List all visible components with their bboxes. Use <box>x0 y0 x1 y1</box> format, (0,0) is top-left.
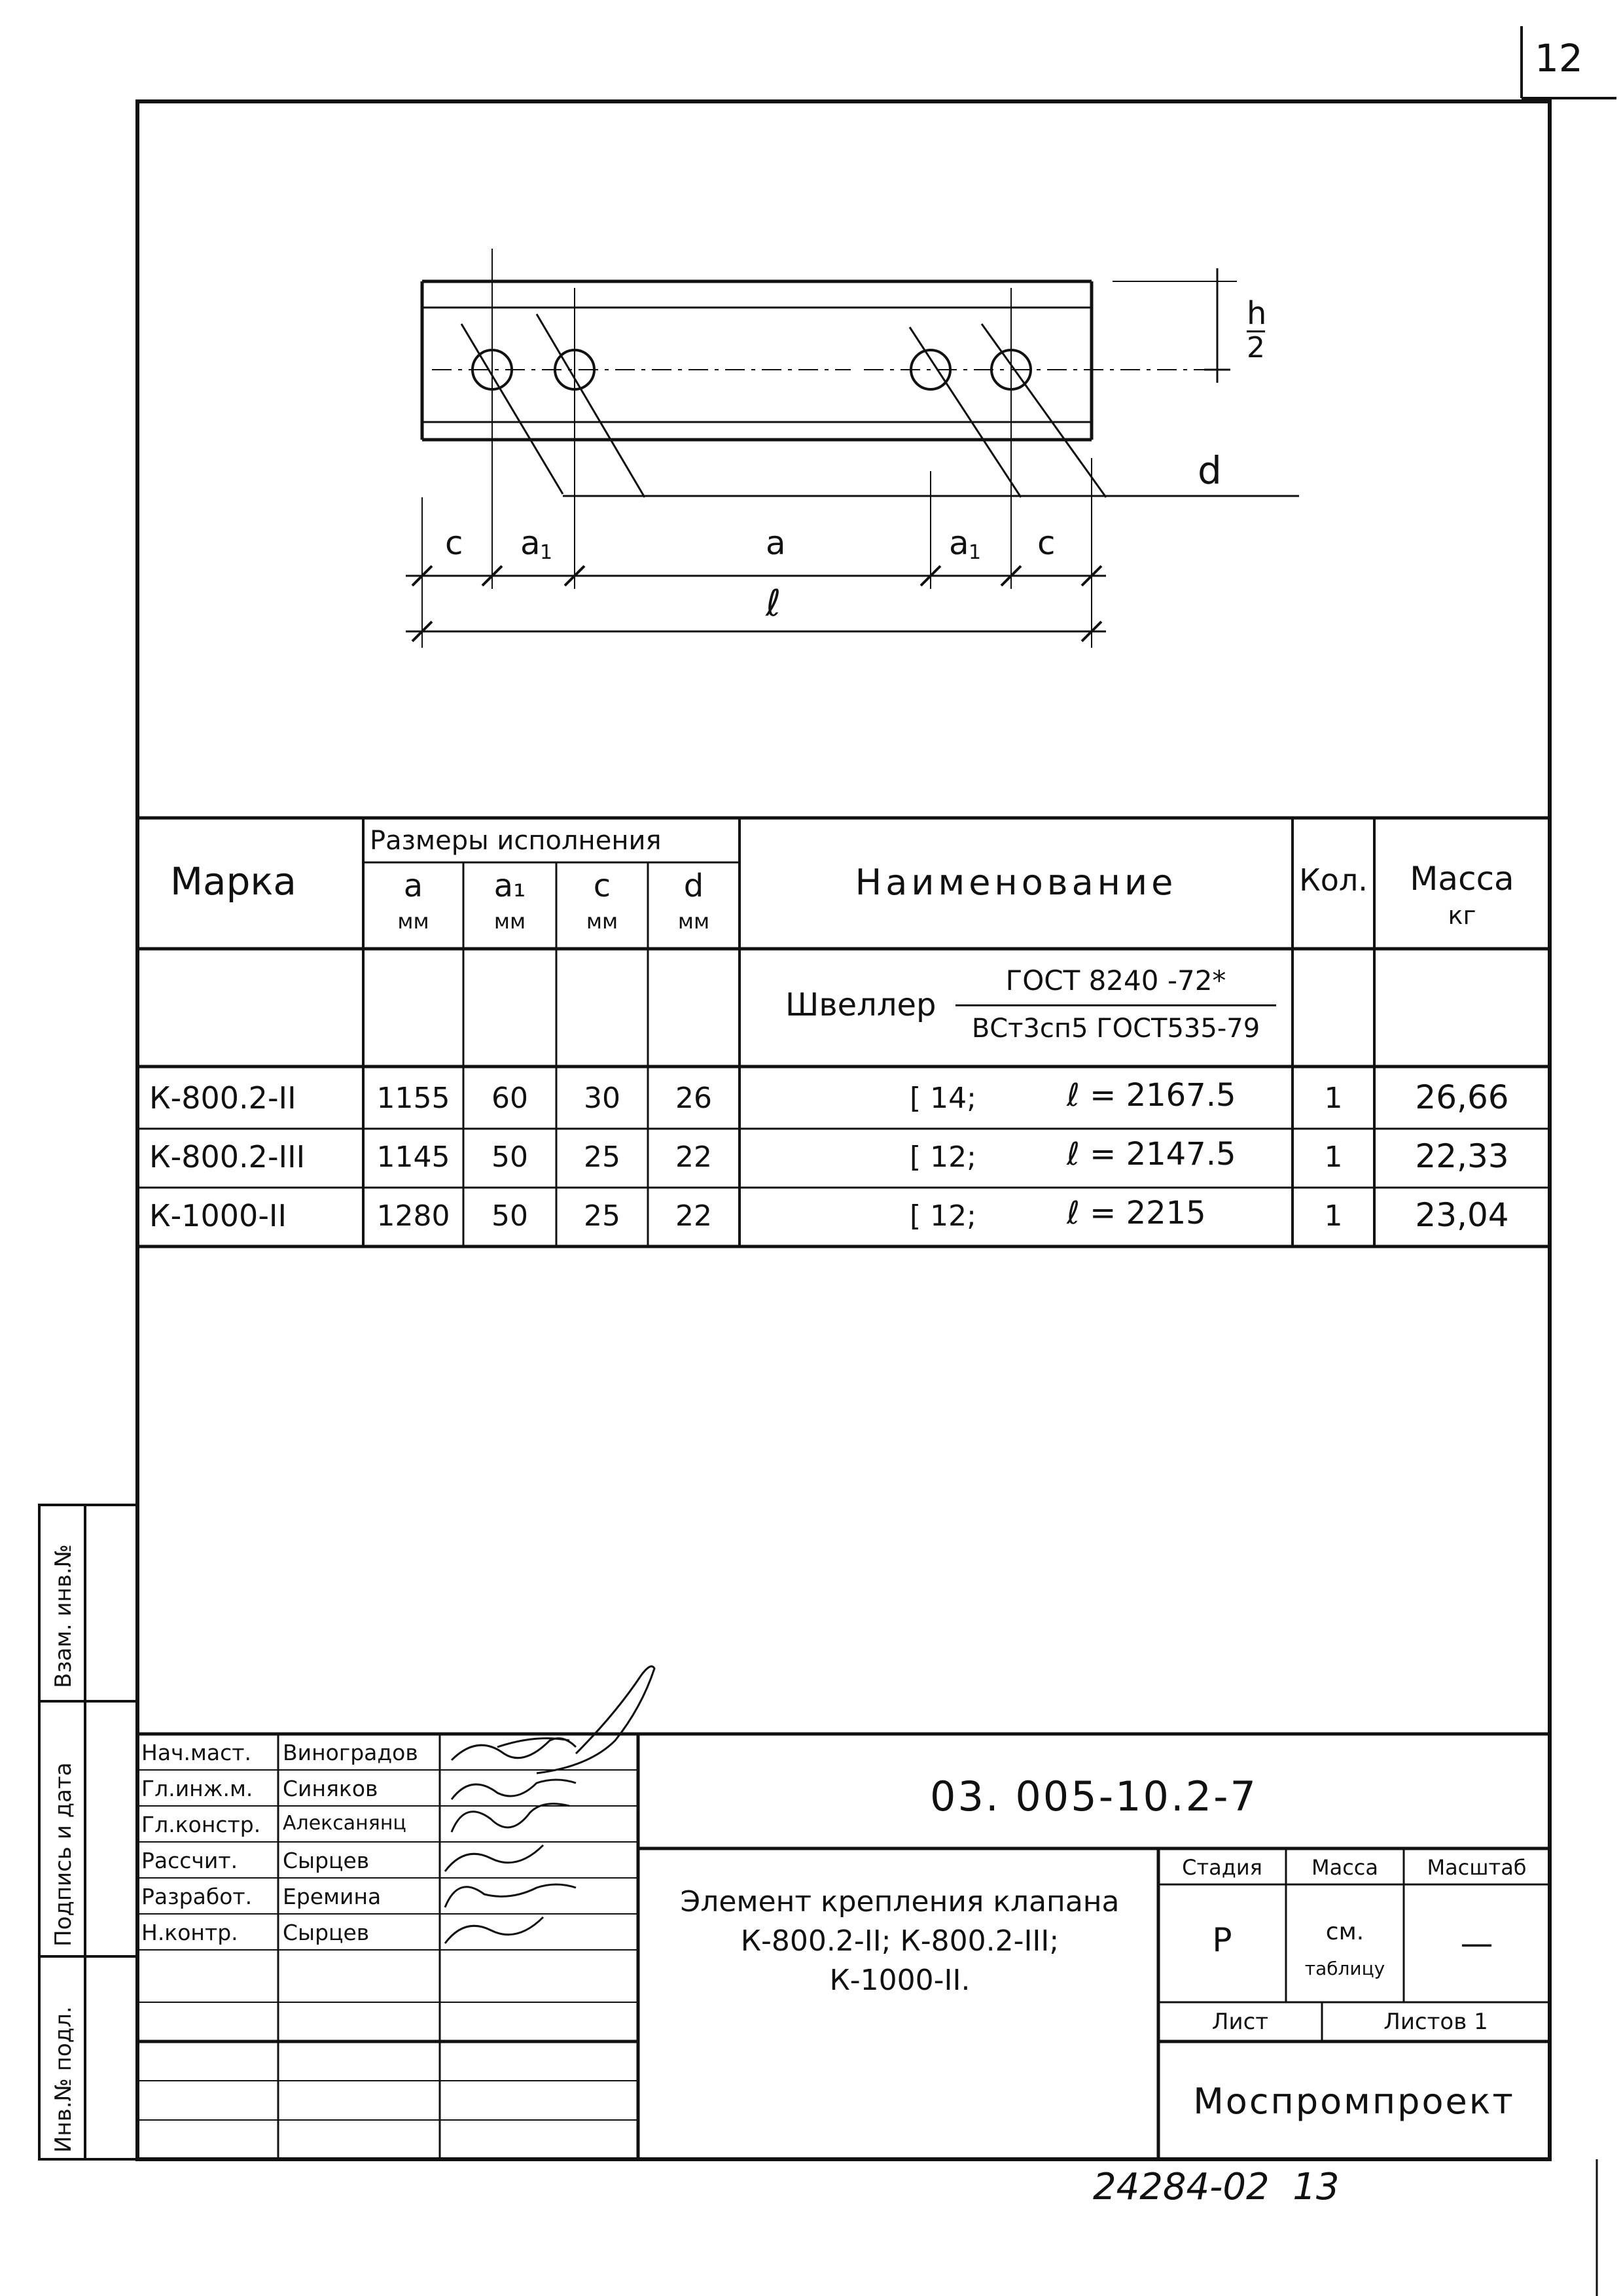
sheet-number: 12 <box>1535 36 1583 80</box>
table-row-1-profile: [ 14; <box>910 1082 976 1115</box>
table-row-3-a: 1280 <box>376 1199 450 1233</box>
header-massa-unit: кг <box>1448 901 1476 930</box>
table-row-1-marka: К-800.2-II <box>149 1080 296 1116</box>
label-a1-right-sub: 1 <box>969 541 982 564</box>
table-row-3-marka: К-1000-II <box>149 1198 287 1233</box>
masshtab-label: Масштаб <box>1427 1855 1527 1880</box>
side-stamp-vzam: Взам. инв.№ <box>50 1544 77 1688</box>
header-col-d: d <box>683 868 704 904</box>
person-1-name: Виноградов <box>283 1740 418 1765</box>
table-row-3-c: 25 <box>584 1199 620 1233</box>
material-top: ГОСТ 8240 -72* <box>1005 964 1226 997</box>
material-fraction-bar <box>955 1004 1276 1006</box>
table-row-2-c: 25 <box>584 1140 620 1174</box>
material-prefix: Швеллер <box>785 987 936 1023</box>
header-col-a-unit: мм <box>397 909 429 934</box>
table-row-2-kol: 1 <box>1324 1140 1343 1174</box>
table-row-2-massa: 22,33 <box>1415 1137 1509 1175</box>
header-col-a1-unit: мм <box>493 909 526 934</box>
organization-name: Моспромпроект <box>1193 2081 1515 2122</box>
header-col-c-unit: мм <box>586 909 618 934</box>
person-6-name: Сырцев <box>283 1920 370 1945</box>
stadiya-value: Р <box>1212 1921 1232 1959</box>
table-row-3-length: ℓ = 2215 <box>1067 1195 1206 1231</box>
person-6-role: Н.контр. <box>141 1920 238 1945</box>
table-row-1-kol: 1 <box>1324 1082 1343 1115</box>
header-naimenovanie: Наименование <box>855 862 1177 903</box>
table-row-2-length: ℓ = 2147.5 <box>1067 1136 1236 1173</box>
table-row-3-kol: 1 <box>1324 1199 1343 1233</box>
header-col-c: c <box>593 868 611 904</box>
header-marka: Марка <box>170 859 296 904</box>
massa-value-1: см. <box>1325 1918 1364 1945</box>
table-row-3-profile: [ 12; <box>910 1199 976 1233</box>
massa-label: Масса <box>1311 1855 1378 1880</box>
table-row-2-a1: 50 <box>491 1140 528 1174</box>
title-line-3: К-1000-II. <box>829 1964 971 1997</box>
side-stamp-podpis: Подпись и дата <box>50 1762 77 1947</box>
document-code: 03. 005-10.2-7 <box>930 1773 1258 1820</box>
label-c-left: c <box>445 524 463 562</box>
table-row-2-a: 1145 <box>376 1140 450 1174</box>
table-row-1-d: 26 <box>675 1082 712 1115</box>
table-row-2-profile: [ 12; <box>910 1140 976 1174</box>
label-h: h <box>1247 295 1267 332</box>
person-5-name: Еремина <box>283 1884 382 1909</box>
label-c-right: c <box>1037 524 1056 562</box>
label-a: a <box>766 524 786 562</box>
table-row-3-a1: 50 <box>491 1199 528 1233</box>
side-stamp-inv: Инв.№ подл. <box>50 2006 77 2153</box>
table-row-3-d: 22 <box>675 1199 712 1233</box>
header-col-a1: a₁ <box>493 868 526 904</box>
label-a1-left: a <box>520 524 541 562</box>
header-massa: Масса <box>1410 860 1514 898</box>
person-2-name: Синяков <box>283 1776 378 1801</box>
masshtab-value: — <box>1460 1924 1493 1962</box>
table-row-3-massa: 23,04 <box>1415 1196 1509 1234</box>
stadiya-label: Стадия <box>1182 1855 1262 1880</box>
person-2-role: Гл.инж.м. <box>141 1776 253 1801</box>
person-1-role: Нач.маст. <box>141 1740 251 1765</box>
listov-label: Листов 1 <box>1383 2009 1488 2035</box>
massa-value-2: таблицу <box>1304 1958 1385 1979</box>
footer-number: 24284-02 13 <box>1093 2166 1340 2208</box>
table-row-1-c: 30 <box>584 1082 620 1115</box>
header-col-d-unit: мм <box>677 909 710 934</box>
list-label: Лист <box>1211 2009 1269 2035</box>
person-4-role: Рассчит. <box>141 1848 238 1873</box>
person-4-name: Сырцев <box>283 1848 370 1873</box>
label-l: ℓ <box>766 582 781 625</box>
label-d: d <box>1198 448 1222 493</box>
material-bottom: ВСт3сп5 ГОСТ535-79 <box>971 1014 1260 1044</box>
title-line-2: К-800.2-II; К-800.2-III; <box>740 1924 1060 1958</box>
header-col-a: a <box>403 868 423 904</box>
person-3-role: Гл.констр. <box>141 1812 261 1837</box>
label-h-den: 2 <box>1247 331 1265 364</box>
header-kol: Кол. <box>1299 862 1368 898</box>
header-razmery: Размеры исполнения <box>370 826 662 856</box>
person-5-role: Разработ. <box>141 1884 253 1909</box>
table-row-1-massa: 26,66 <box>1415 1078 1509 1116</box>
person-3-name: Алексанянц <box>283 1812 406 1835</box>
table-row-1-a: 1155 <box>376 1082 450 1115</box>
table-row-2-d: 22 <box>675 1140 712 1174</box>
title-line-1: Элемент крепления клапана <box>680 1885 1120 1918</box>
label-a1-left-sub: 1 <box>540 541 553 564</box>
table-row-1-a1: 60 <box>491 1082 528 1115</box>
label-a1-right: a <box>949 524 969 562</box>
table-row-1-length: ℓ = 2167.5 <box>1067 1077 1236 1114</box>
table-row-2-marka: К-800.2-III <box>149 1139 306 1174</box>
